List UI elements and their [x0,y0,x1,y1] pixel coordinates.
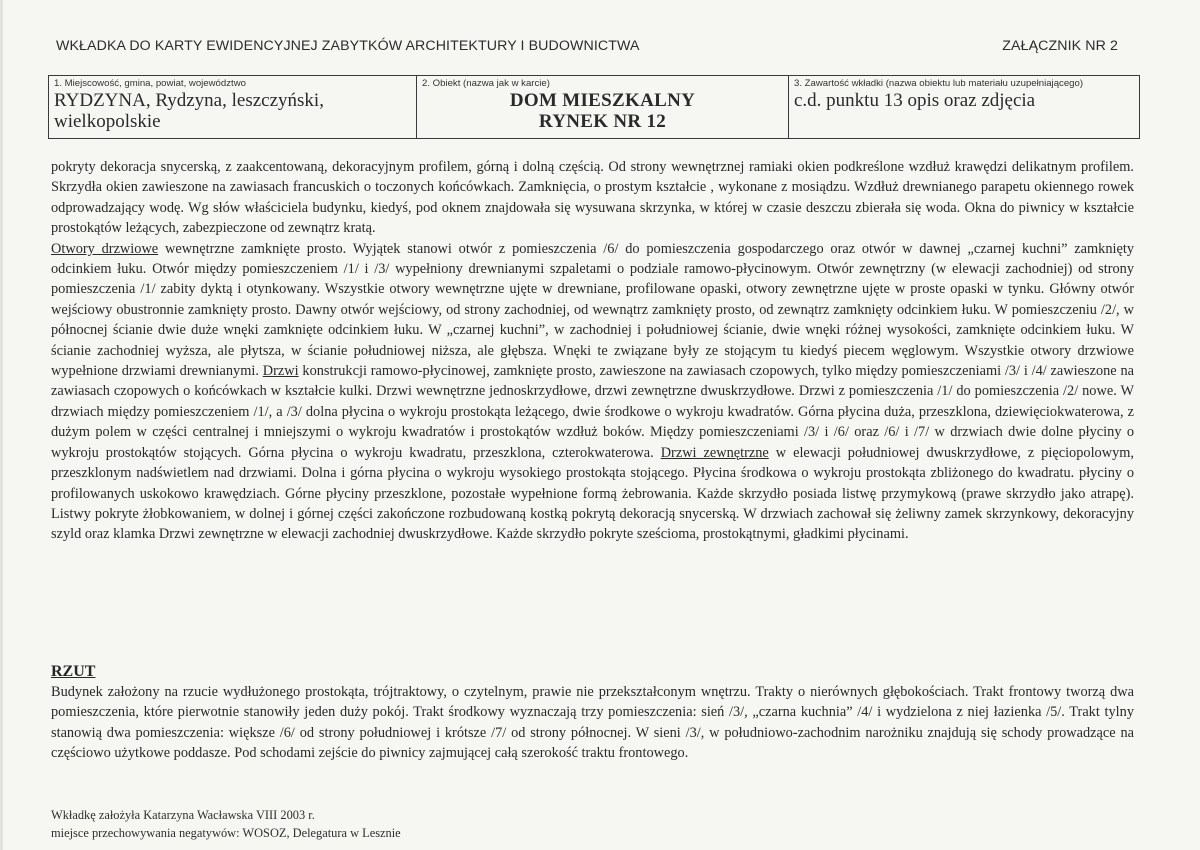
description-body [51,157,1134,545]
object-label: 2. Obiekt (nazwa jak w karcie) [422,78,550,89]
door-openings-heading: Otwory drzwiowe [51,240,159,257]
info-table [48,75,1140,139]
location-value: RYDZYNA, Rydzyna, leszczyński, wielkopolskie [54,90,324,132]
footer-storage: miejsce przechowywania negatywów: WOSOZ, Delegatura w Lesznie [51,826,401,840]
appendix-label: ZAŁĄCZNIK NR 2 [1002,38,1118,54]
footer-author: Wkładkę założyła Katarzyna Wacławska VIII 2003 r. [51,808,315,822]
location-label: 1. Miejscowość, gmina, powiat, województwo [54,78,246,89]
windows-paragraph: pokryty dekoracja snycerską, z zaakcentowaną, dekoracyjnym profilem, górną i dolną częścią. Od strony wewnętrznej ramiaki okien podkreślone wzdłuż krawędzi delikatnym profilem. Skrzydła okien zawieszone na zawiasach francuskich o toczonych końcówkach. Zamknięcia, o prostym kształcie , wykonane z mosiądzu. Wzdłuż drewnianego parapetu okiennego rowek odprowadzający wodę. Wg słów właściciela budynku, kiedyś, pod oknem znajdowała się wysuwana skrzynka, w której w czasie deszczu zbierała się woda. Okna do piwnicy w kształcie prostokątów leżących, zabezpieczone od zewnątrz kratą. [51,159,1134,237]
exterior-doors-heading: Drzwi zewnętrzne [660,444,769,461]
rzut-heading: RZUT [51,663,96,680]
form-title: WKŁADKA DO KARTY EWIDENCYJNEJ ZABYTKÓW ARCHITEKTURY I BUDOWNICTWA [56,38,640,54]
doors-paragraph [51,239,1134,545]
doors-text-a: wewnętrzne zamknięte prosto. Wyjątek stanowi otwór z pomieszczenia /6/ do pomieszczenia gospodarczego oraz otwór w dawnej „czarnej kuchni” zamknięty odcinkiem łuku. Otwór między pomieszczeniem /1/ i /3/ wypełniony drewnianymi szpaletami o podziale ramowo-płycinowym. Otwór zewnętrzny (w elewacji zachodniej) od strony pomieszczenia /1/ zabity dyktą i otynkowany. Wszystkie otwory wewnętrzne ujęte w drewniane, profilowane opaski, otwory zewnętrzne ujęte w proste opaski w tynku. Główny otwór wejściowy obustronnie zamknięty prosto. Dawny otwór wejściowy, od strony zachodniej, od wewnątrz zamknięty prosto, od zewnątrz zamknięty odcinkiem łuku. W pomieszczeniu /2/, w północnej ścianie dwie duże wnęki zamknięte odcinkiem łuku. W „czarnej kuchni”, w zachodniej i południowej ścianie, dwie wnęki różnej wysokości, zamknięte odcinkiem łuku. W ścianie zachodniej wyższa, ale płytsza, w ścianie południowej niższa, ale głębsza. Wnęki te związane były ze stojącym tu kiedyś piecem węglowym. Wszystkie otwory drzwiowe wypełnione drzwiami drewnianymi. [51,240,1134,380]
doors-heading: Drzwi [262,363,299,380]
footer [51,806,401,842]
form-header [56,38,1118,54]
location-cell [49,76,416,138]
contents-value: c.d. punktu 13 opis oraz zdjęcia [794,90,1036,111]
contents-label: 3. Zawartość wkładki (nazwa obiektu lub materiału uzupełniającego) [794,78,1084,89]
doors-text-b: konstrukcji ramowo-płycinowej, zamknięte prosto, zawieszone na zawiasach czopowych, tylko między pomieszczeniami /3/ i /4/ zawieszone na zawiasach czopowych o końcówkach w kształcie kulki. Drzwi wewnętrzne jednoskrzydłowe, drzwi zewnętrzne dwuskrzydłowe. Drzwi z pomieszczenia /1/ do pomieszczenia /2/ nowe. W drzwiach między pomieszczeniem /1/, a /3/ dolna płycina o wykroju prostokąta leżącego, dwie środkowe o wykroju kwadratów. Górna płycina duża, przeszklona, dziewięciokwaterowa, z dużym polem w części centralnej i mniejszymi o wykroju kwadratów i prostokątów wzdłuż boków. Między pomieszczeniami /3/ i /6/ oraz /6/ i /7/ w drzwiach dwie dolne płyciny o wykroju prostokątów stojących. Górna płycina o wykroju kwadratu, przeszklona, czterokwaterowa. [51,363,1134,461]
object-cell [416,76,788,138]
object-value: DOM MIESZKALNY RYNEK NR 12 [509,90,696,132]
contents-cell [788,76,1139,138]
rzut-paragraph: Budynek założony na rzucie wydłużonego prostokąta, trójtraktowy, o czytelnym, prawie nie przekształconym wnętrzu. Trakty o nierównych głębokościach. Trakt frontowy tworzą dwa pomieszczenia, które pierwotnie stanowiły jeden duży pokój. Trakt środkowy wyznaczają trzy pomieszczenia: sień /3/, „czarna kuchnia” /4/ i wydzielona z niej łazienka /5/. Trakt tylny stanowią dwa pomieszczenia: większe /6/ od strony południowej i krótsze /7/ od strony północnej. W sieni /3/, w południowo-zachodnim narożniku znajdują się schody prowadzące na częściowo użytkowe poddasze. Pod schodami zejście do piwnicy zajmującej całą szerokość traktu frontowego. [51,684,1134,762]
doors-text-c: w elewacji południowej dwuskrzydłowe, z pięciopolowym, przeszklonym nadświetlem nad drzwiami. Dolna i górna płycina o wykroju wysokiego prostokąta stojącego. Płycina środkowa o wykroju prostokąta zbliżonego do kwadratu. płyciny o profilowanych uskokowo krawędziach. Górne płyciny przeszklone, pozostałe wypełnione formą żebrowania. Każde skrzydło posiada listwę przymykową (prawe skrzydło jako atrapę). Listwy pokryte żłobkowaniem, w dolnej i górnej części zakończone rozbudowaną kostką pokrytą dekoracją snycerską. W drzwiach zachował się żeliwny zamek skrzynkowy, dekoracyjny szyld oraz klamka Drzwi zewnętrzne w elewacji zachodniej dwuskrzydłowe. Każde skrzydło pokryte sześcioma, prostokątnymi, gładkimi płycinami. [51,444,1134,543]
